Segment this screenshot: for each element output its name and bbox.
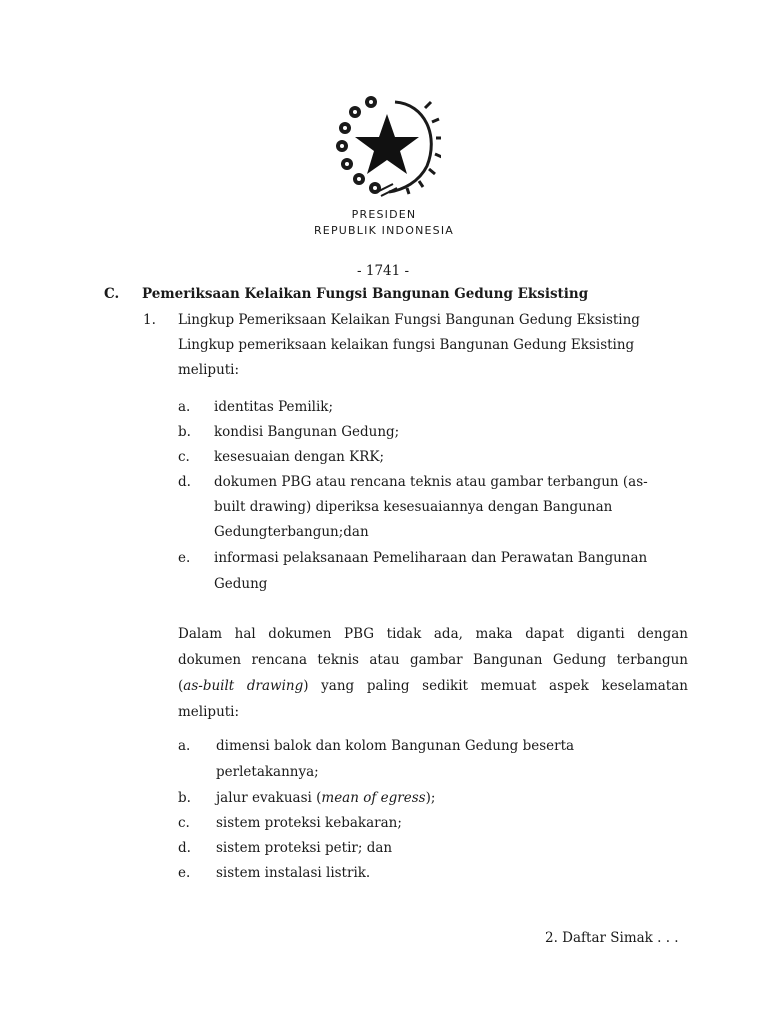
list-item: sistem proteksi kebakaran; bbox=[216, 815, 402, 831]
list-letter: c. bbox=[178, 449, 190, 465]
list-item-continued: perletakannya; bbox=[216, 764, 319, 780]
list-item: dokumen PBG atau rencana teknis atau gambar terbangun (as- bbox=[214, 474, 648, 490]
list-item bbox=[216, 789, 435, 807]
list-item-text: ); bbox=[425, 790, 436, 806]
paragraph-text: ) yang paling sedikit memuat aspek keselamatan bbox=[303, 678, 688, 694]
list-item-italic: mean of egress bbox=[321, 790, 426, 806]
paragraph-line: meliputi: bbox=[178, 704, 240, 720]
list-letter: a. bbox=[178, 399, 191, 415]
paragraph-line bbox=[178, 677, 688, 695]
item-number: 1. bbox=[143, 312, 156, 328]
list-letter: c. bbox=[178, 815, 190, 831]
paragraph-paren: ( bbox=[178, 678, 184, 694]
garuda-star-emblem bbox=[333, 88, 441, 198]
list-item: identitas Pemilik; bbox=[214, 399, 334, 415]
list-letter: d. bbox=[178, 840, 191, 856]
list-item: kondisi Bangunan Gedung; bbox=[214, 424, 400, 440]
list-item-text: jalur evakuasi ( bbox=[216, 790, 322, 806]
item-intro: Lingkup pemeriksaan kelaikan fungsi Bangunan Gedung Eksisting bbox=[178, 337, 635, 353]
paragraph-line: dokumen rencana teknis atau gambar Bangunan Gedung terbangun bbox=[178, 652, 688, 668]
item-intro: meliputi: bbox=[178, 362, 240, 378]
list-item-continued: Gedung bbox=[214, 576, 268, 592]
section-title: Pemeriksaan Kelaikan Fungsi Bangunan Gedung Eksisting bbox=[142, 286, 589, 302]
next-page-reference: 2. Daftar Simak . . . bbox=[545, 930, 679, 946]
header-presiden: PRESIDEN bbox=[351, 208, 417, 221]
star-icon bbox=[355, 114, 419, 174]
list-item: sistem instalasi listrik. bbox=[216, 865, 371, 881]
list-item-continued: Gedungterbangun;dan bbox=[214, 524, 369, 540]
list-item: informasi pelaksanaan Pemeliharaan dan Perawatan Bangunan bbox=[214, 550, 648, 566]
list-letter: e. bbox=[178, 550, 191, 566]
list-letter: e. bbox=[178, 865, 191, 881]
list-item-continued: built drawing) diperiksa kesesuaiannya dengan Bangunan bbox=[214, 499, 613, 515]
header-republik: REPUBLIK INDONESIA bbox=[313, 224, 455, 237]
page-number: - 1741 - bbox=[357, 263, 410, 279]
list-item: dimensi balok dan kolom Bangunan Gedung beserta bbox=[216, 738, 575, 754]
item-heading: Lingkup Pemeriksaan Kelaikan Fungsi Bangunan Gedung Eksisting bbox=[178, 312, 640, 328]
list-letter: b. bbox=[178, 424, 191, 440]
paragraph-italic: as-built drawing bbox=[183, 678, 304, 694]
list-letter: b. bbox=[178, 790, 191, 806]
paragraph-line: Dalam hal dokumen PBG tidak ada, maka dapat diganti dengan bbox=[178, 626, 688, 642]
list-letter: a. bbox=[178, 738, 191, 754]
list-item: kesesuaian dengan KRK; bbox=[214, 449, 384, 465]
section-letter: C. bbox=[104, 286, 120, 302]
list-letter: d. bbox=[178, 474, 191, 490]
list-item: sistem proteksi petir; dan bbox=[216, 840, 393, 856]
